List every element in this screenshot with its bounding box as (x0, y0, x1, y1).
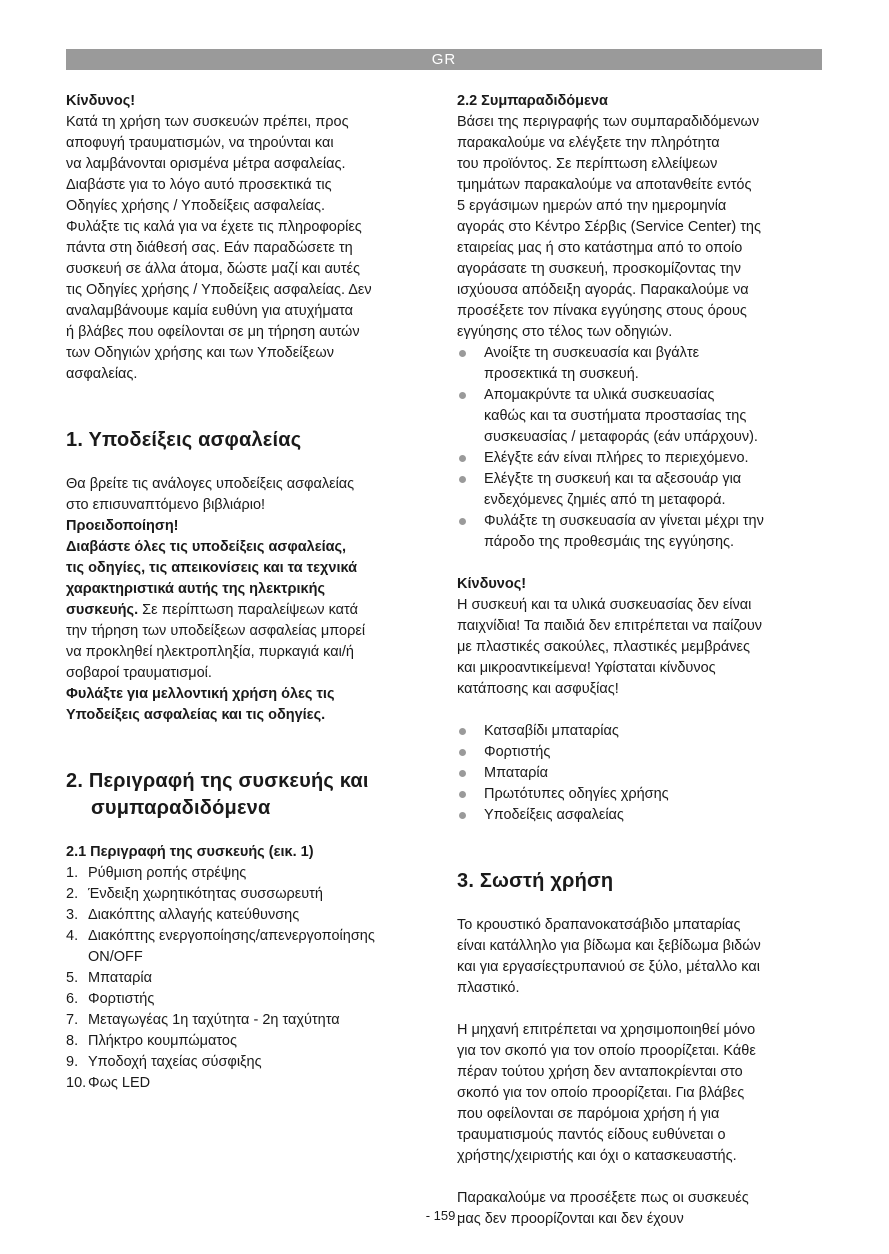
danger-line: Κατά τη χρήση των συσκευών πρέπει, προς (66, 114, 349, 130)
section-1-title: 1. Υποδείξεις ασφαλείας (66, 429, 302, 451)
warning-bold-line: τις οδηγίες, τις απεικονίσεις και τα τεχνικά (66, 560, 357, 576)
warning-bold-line: Διαβάστε όλες τις υποδείξεις ασφαλείας, (66, 539, 347, 555)
bullet-line: Κατσαβίδι μπαταρίας (484, 723, 619, 739)
danger-line: των Οδηγιών χρήσης και των Υποδείξεων (66, 345, 334, 361)
bullet-dot-icon (457, 721, 484, 742)
bullet-line: συσκευασίας / μεταφοράς (εάν υπάρχουν). (484, 429, 758, 445)
device-part-label: Διακόπτης ενεργοποίησης/απενεργοποίησης (88, 928, 375, 944)
danger-line: Οδηγίες χρήσης / Υποδείξεις ασφαλείας. (66, 198, 326, 214)
device-part-number (66, 947, 88, 968)
bullet-text (484, 805, 624, 826)
device-part-number: 10. (66, 1075, 87, 1091)
device-part-number: 9. (66, 1054, 79, 1070)
section-3-title: 3. Σωστή χρήση (457, 870, 614, 892)
danger-paragraph (66, 112, 431, 385)
device-part-item (66, 989, 431, 1010)
intro-line: στο επισυναπτόμενο βιβλιάριο! (66, 497, 266, 513)
bullet-dot-icon (457, 784, 484, 805)
device-part-number: 8. (66, 1033, 79, 1049)
usage-line: Το κρουστικό δραπανοκατσάβιδο μπαταρίας (457, 917, 741, 933)
section-2-title-line1: 2. Περιγραφή της συσκευής και (66, 770, 369, 792)
bullet-text (484, 385, 758, 448)
device-part-label: Φορτιστής (88, 991, 155, 1007)
danger-line: τις Οδηγίες χρήσης / Υποδείξεις ασφαλείας. Δεν (66, 282, 372, 298)
danger-line: Φυλάξτε τις καλά για να έχετε τις πληροφορίες (66, 219, 362, 235)
device-part-label: Υποδοχή ταχείας σύσφιξης (88, 1054, 262, 1070)
danger-2-text (457, 595, 823, 700)
bullet-line: Ελέγξτε τη συσκευή και τα αξεσουάρ για (484, 471, 742, 487)
contents-check-line: Βάσει της περιγραφής των συμπαραδιδόμενων (457, 114, 760, 130)
bullet-text (484, 343, 699, 385)
device-part-item (66, 1073, 431, 1094)
section-2-title (66, 768, 431, 822)
device-part-number: 1. (66, 865, 79, 881)
bullet-dot-icon (457, 742, 484, 763)
danger-2-line: και μικροαντικείμενα! Υφίσταται κίνδυνος (457, 660, 716, 676)
device-part-label: Μεταγωγέας 1η ταχύτητα - 2η ταχύτητα (88, 1012, 340, 1028)
bullet-line: Πρωτότυπες οδηγίες χρήσης (484, 786, 669, 802)
bullet-line: Φορτιστής (484, 744, 551, 760)
bullet-dot-icon (457, 385, 484, 448)
bullet-line: Ανοίξτε τη συσκευασία και βγάλτε (484, 345, 700, 361)
bullet-line: Υποδείξεις ασφαλείας (484, 807, 624, 823)
device-part-item (66, 905, 431, 926)
device-part-item (66, 1052, 431, 1073)
contents-check-line: αγοράς στο Κέντρο Σέρβις (Service Center) της (457, 219, 761, 235)
language-header-bar (66, 49, 822, 70)
bullet-line: ενδεχόμενες ζημιές από τη μεταφορά. (484, 492, 726, 508)
warning-line: να προκληθεί ηλεκτροπληξία, πυρκαγιά και/ή (66, 644, 354, 660)
danger-2-line: με πλαστικές σακούλες, πλαστικές μεμβράνες (457, 639, 750, 655)
danger-2-line: κατάποσης και ασφυξίας! (457, 681, 619, 697)
device-part-item (66, 1010, 431, 1031)
bullet-line: Μπαταρία (484, 765, 549, 781)
bullet-text (484, 763, 548, 784)
danger-line: πάντα στη διάθεσή σας. Εάν παραδώσετε τη (66, 240, 353, 256)
bullet-line: Φυλάξτε τη συσκευασία αν γίνεται μέχρι την (484, 513, 764, 529)
usage-line: είναι κατάλληλο για βίδωμα και ξεβίδωμα βιδών (457, 938, 761, 954)
device-part-number: 5. (66, 970, 79, 986)
right-column (457, 91, 823, 1230)
section-1-intro (66, 474, 431, 516)
warning-line: σοβαροί τραυματισμοί. (66, 665, 212, 681)
bullet-dot-icon (457, 805, 484, 826)
warning-mixed-bold: συσκευής. (66, 602, 139, 618)
device-part-number: 2. (66, 886, 79, 902)
device-part-number: 6. (66, 991, 79, 1007)
checklist-item (457, 469, 823, 511)
contents-check-line: του προϊόντος. Σε περίπτωση ελλείψεων (457, 156, 718, 172)
danger-2-title: Κίνδυνος! (457, 576, 527, 592)
danger-2-line: παιχνίδια! Τα παιδιά δεν επιτρέπεται να παίζουν (457, 618, 763, 634)
section-3-paragraph-2 (457, 1020, 823, 1167)
language-code: GR (431, 51, 457, 68)
contents-item (457, 742, 823, 763)
device-part-item (66, 926, 431, 947)
device-part-label: Πλήκτρο κουμπώματος (88, 1033, 237, 1049)
bullet-text (484, 511, 764, 553)
device-part-item (66, 968, 431, 989)
bullet-text (484, 448, 749, 469)
warning-line: την τήρηση των υποδείξεων ασφαλείας μπορεί (66, 623, 366, 639)
usage-line: χρήστης/χειριστής και όχι ο κατασκευαστής. (457, 1148, 737, 1164)
contents-check-line: τμημάτων παρακαλούμε να αποτανθείτε εντός (457, 177, 752, 193)
contents-check-line: 5 εργάσιμων ημερών από την ημερομηνία (457, 198, 727, 214)
contents-item (457, 721, 823, 742)
usage-line: για τον σκοπό για τον οποίο προορίζεται. Κάθε (457, 1043, 756, 1059)
contents-item (457, 784, 823, 805)
device-parts-list (66, 863, 431, 1094)
bullet-line: Απομακρύντε τα υλικά συσκευασίας (484, 387, 715, 403)
bullet-line: προσεκτικά τη συσκευή. (484, 366, 639, 382)
device-part-item (66, 863, 431, 884)
contents-item (457, 763, 823, 784)
bullet-line: πάροδο της προθεσμάις της εγγύησης. (484, 534, 735, 550)
checklist-item (457, 385, 823, 448)
bullet-dot-icon (457, 343, 484, 385)
danger-line: αναλαμβάνουμε καμία ευθύνη για ατυχήματα (66, 303, 354, 319)
danger-line: να λαμβάνονται ορισμένα μέτρα ασφαλείας. (66, 156, 346, 172)
delivery-contents-list (457, 721, 823, 826)
contents-check-line: εγγύησης στο τέλος των οδηγιών. (457, 324, 673, 340)
usage-line: σκοπό για τον οποίο προορίζεται. Για βλάβες (457, 1085, 745, 1101)
subsection-2-2-title: 2.2 Συμπαραδιδόμενα (457, 93, 608, 109)
usage-line: Η μηχανή επιτρέπεται να χρησιμοποιηθεί μόνο (457, 1022, 756, 1038)
device-part-label: Ρύθμιση ροπής στρέψης (88, 865, 247, 881)
keep-line: Φυλάξτε για μελλοντική χρήση όλες τις (66, 686, 335, 702)
device-part-label: Φως LED (88, 1075, 151, 1091)
device-part-number: 4. (66, 928, 79, 944)
bullet-text (484, 742, 550, 763)
keep-line: Υποδείξεις ασφαλείας και τις οδηγίες. (66, 707, 326, 723)
bullet-dot-icon (457, 448, 484, 469)
danger-2-line: Η συσκευή και τα υλικά συσκευασίας δεν είναι (457, 597, 752, 613)
page-number: - 159 - (425, 1208, 464, 1223)
danger-title: Κίνδυνος! (66, 93, 136, 109)
danger-line: ή βλάβες που οφείλονται σε μη τήρηση αυτών (66, 324, 360, 340)
intro-line: Θα βρείτε τις ανάλογες υποδείξεις ασφαλείας (66, 476, 355, 492)
section-3-paragraph-1 (457, 915, 823, 999)
usage-line: μας δεν προορίζονται και δεν έχουν (457, 1211, 684, 1227)
device-part-number: 7. (66, 1012, 79, 1028)
warning-bold-text (66, 537, 431, 600)
usage-line: πέραν τούτου χρήση δεν ανταποκρίενται στο (457, 1064, 743, 1080)
danger-line: συσκευή σε άλλα άτομα, δώστε μαζί και αυτές (66, 261, 360, 277)
contents-item (457, 805, 823, 826)
warning-mixed-line (66, 600, 431, 621)
bullet-text (484, 721, 619, 742)
usage-line: και για εργασίεςτρυπανιού σε ξύλο, μέταλλο και (457, 959, 760, 975)
device-part-label: Μπαταρία (88, 970, 153, 986)
contents-check-line: παρακαλούμε να ελέγξετε την πληρότητα (457, 135, 720, 151)
subsection-2-1-title: 2.1 Περιγραφή της συσκευής (εικ. 1) (66, 844, 314, 860)
device-part-item (66, 1031, 431, 1052)
bullet-dot-icon (457, 511, 484, 553)
danger-line: ασφαλείας. (66, 366, 138, 382)
device-part-item (66, 947, 431, 968)
usage-line: τραυματισμούς παντός είδους ευθύνεται ο (457, 1127, 726, 1143)
bullet-text (484, 469, 741, 511)
bullet-dot-icon (457, 469, 484, 511)
usage-line: πλαστικό. (457, 980, 520, 996)
section-2-title-line2: συμπαραδιδόμενα (91, 797, 271, 819)
warning-title: Προειδοποίηση! (66, 518, 179, 534)
contents-check-line: ισχύουσα απόδειξη αγοράς. Παρακαλούμε να (457, 282, 749, 298)
danger-line: Διαβάστε για το λόγο αυτό προσεκτικά τις (66, 177, 332, 193)
device-part-number: 3. (66, 907, 79, 923)
warning-rest-text (66, 621, 431, 684)
checklist-item (457, 448, 823, 469)
left-column (66, 91, 431, 1094)
usage-line: που οφείλονται σε παρόμοια χρήση ή για (457, 1106, 720, 1122)
contents-check-line: εταιρείας μας ή στο κατάστημα από το οποίο (457, 240, 743, 256)
device-part-label: Διακόπτης αλλαγής κατεύθυνσης (88, 907, 300, 923)
device-part-label: ON/OFF (88, 949, 143, 965)
unpacking-checklist (457, 343, 823, 553)
bullet-line: Ελέγξτε εάν είναι πλήρες το περιεχόμενο. (484, 450, 749, 466)
keep-instructions-bold (66, 684, 431, 726)
warning-bold-line: χαρακτηριστικά αυτής της ηλεκτρικής (66, 581, 325, 597)
contents-check-line: προσέξετε τον πίνακα εγγύησης στους όρους (457, 303, 747, 319)
bullet-text (484, 784, 669, 805)
bullet-dot-icon (457, 763, 484, 784)
warning-mixed-rest: Σε περίπτωση παραλείψεων κατά (138, 602, 358, 618)
device-part-label: Ένδειξη χωρητικότητας συσσωρευτή (88, 886, 323, 902)
usage-line: Παρακαλούμε να προσέξετε πως οι συσκευές (457, 1190, 749, 1206)
contents-check-line: αγοράσατε τη συσκευή, προσκομίζοντας την (457, 261, 741, 277)
device-part-item (66, 884, 431, 905)
bullet-line: καθώς και τα συστήματα προστασίας της (484, 408, 747, 424)
checklist-item (457, 511, 823, 553)
subsection-2-2-text (457, 112, 823, 343)
checklist-item (457, 343, 823, 385)
danger-line: αποφυγή τραυματισμών, να τηρούνται και (66, 135, 334, 151)
